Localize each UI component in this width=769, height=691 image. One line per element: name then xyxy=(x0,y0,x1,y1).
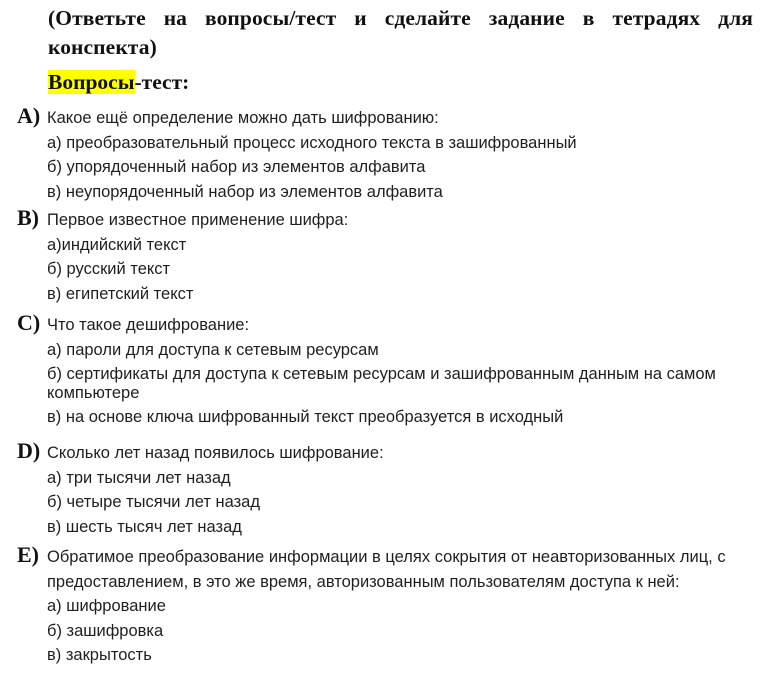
answer-option: б) четыре тысячи лет назад xyxy=(47,493,260,511)
question-letter: C) xyxy=(17,310,41,335)
question-text: Обратимое преобразование информации в целях сокрытия от неавторизованных лиц, с предоставлением, в это же время, авторизованным пользователям доступа к ней: xyxy=(47,548,726,591)
question-body xyxy=(47,313,747,430)
question-letter: A) xyxy=(17,103,41,128)
answer-option: б) упорядоченный набор из элементов алфавита xyxy=(47,158,426,176)
answer-option: в) закрытость xyxy=(47,646,152,664)
answer-option: в) шесть тысяч лет назад xyxy=(47,517,242,536)
question-text: Какое ещё определение можно дать шифрованию: xyxy=(47,109,439,127)
answer-option: а) шифрование xyxy=(47,597,166,615)
answer-option: а) три тысячи лет назад xyxy=(47,468,231,487)
question-body xyxy=(47,441,747,539)
instruction-heading: (Ответьте на вопросы/тест и сделайте задание в тетрадях для конспекта) xyxy=(48,6,753,59)
question-letter: B) xyxy=(17,205,39,230)
question-letter: E) xyxy=(17,542,39,567)
answer-option: а)индийский текст xyxy=(47,235,187,254)
question-body xyxy=(47,545,737,668)
answer-option: б) русский текст xyxy=(47,260,171,278)
question-text: Первое известное применение шифра: xyxy=(47,211,349,229)
answer-option: в) на основе ключа шифрованный текст преобразуется в исходный xyxy=(47,408,564,426)
answer-option: в) неупорядоченный набор из элементов алфавита xyxy=(47,182,443,201)
answer-option: в) египетский текст xyxy=(47,284,194,303)
question-text: Что такое дешифрование: xyxy=(47,316,250,334)
question-letter: D) xyxy=(17,438,41,463)
question-body xyxy=(47,208,747,306)
answer-option: а) пароли для доступа к сетевым ресурсам xyxy=(47,340,379,359)
answer-option: б) сертификаты для доступа к сетевым ресурсам и зашифрованным данным на самом компьютере xyxy=(47,365,716,402)
answer-option: а) преобразовательный процесс исходного текста в зашифрованный xyxy=(47,133,577,152)
section-title-rest: -тест: xyxy=(134,70,190,94)
answer-option: б) зашифровка xyxy=(47,621,164,640)
question-text: Сколько лет назад появилось шифрование: xyxy=(47,444,384,462)
highlighted-word: Вопросы xyxy=(48,70,135,94)
section-title xyxy=(48,68,189,97)
question-body xyxy=(47,106,747,204)
